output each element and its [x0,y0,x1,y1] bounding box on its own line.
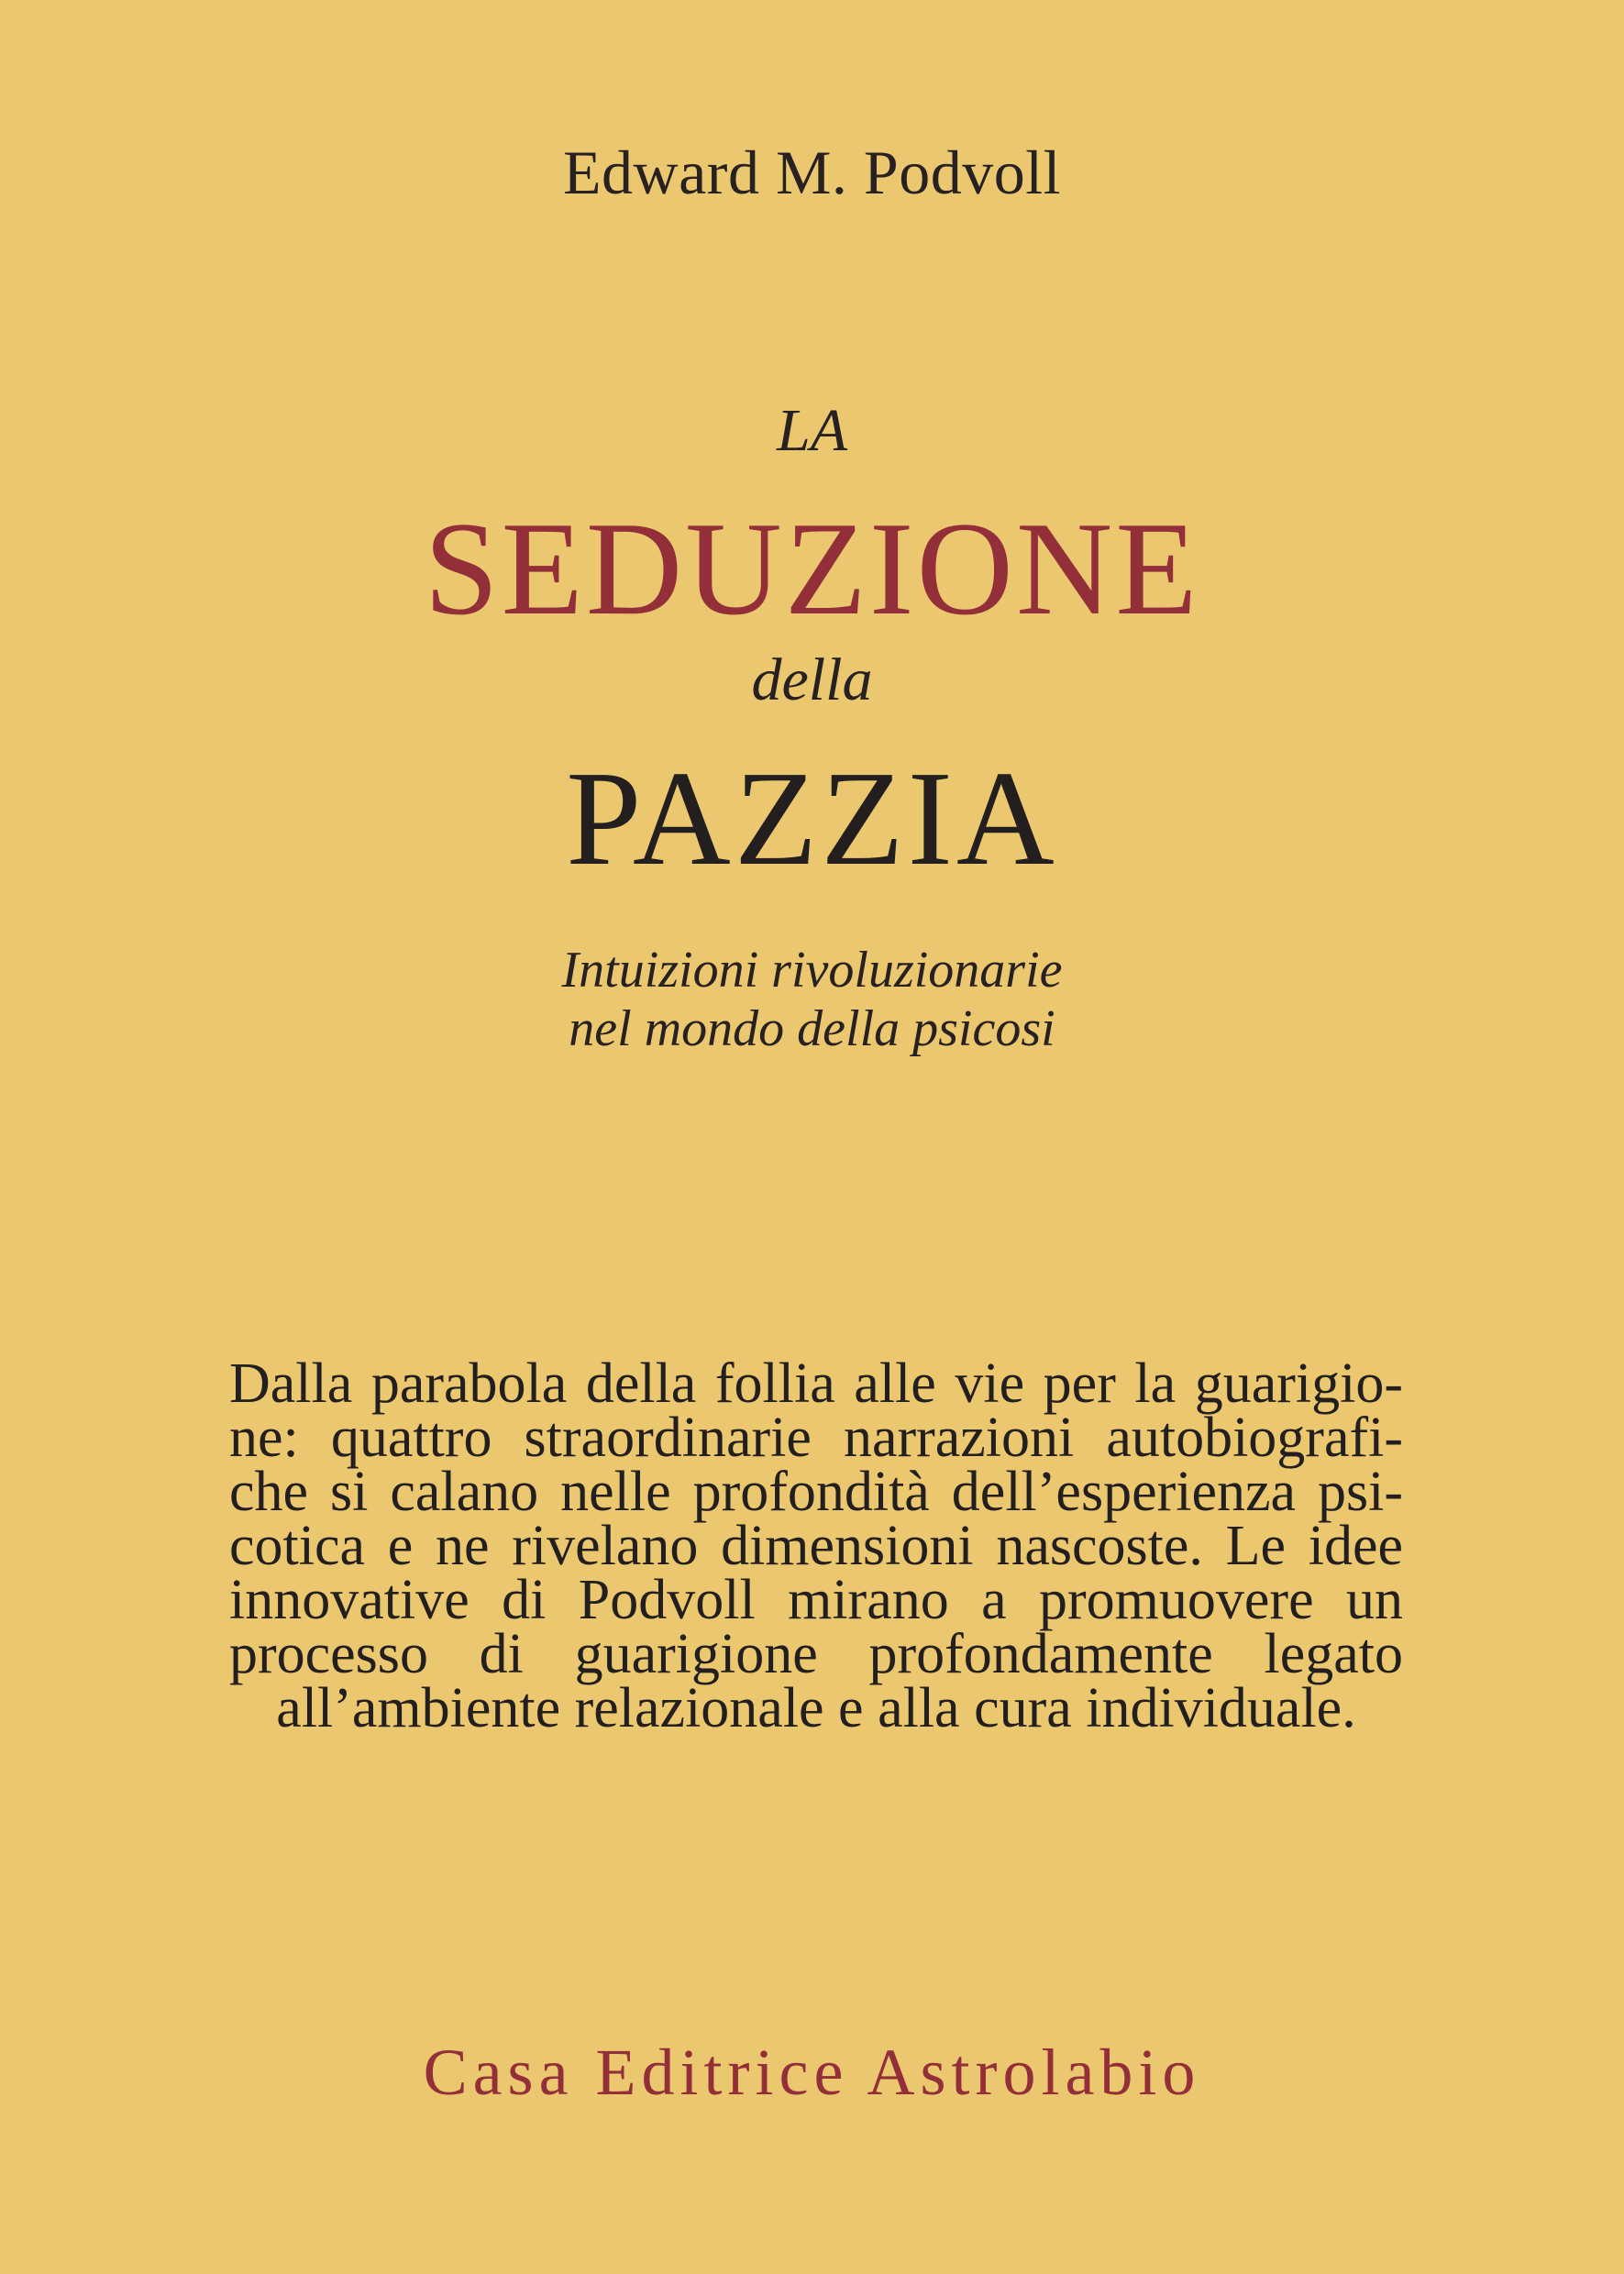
title-second: PAZZIA [566,744,1058,894]
author-name: Edward M. Podvoll [562,138,1062,207]
title-article: LA [776,397,848,464]
blurb-line: processo di guarigione profondamente legato [229,1623,1403,1685]
subtitle-line-2: nel mondo della psicosi [569,1000,1055,1057]
blurb-line: Dalla parabola della follia alle vie per la guarigio- [229,1352,1403,1415]
title-main: SEDUZIONE [424,494,1200,643]
blurb-line: ne: quattro straordinarie narrazioni autobiografi- [229,1407,1403,1469]
publisher-name: Casa Editrice Astrolabio [423,2036,1201,2109]
blurb-line: cotica e ne rivelano dimensioni nascoste. Le idee [229,1515,1403,1577]
subtitle-line-1: Intuizioni rivoluzionarie [561,942,1063,999]
blurb-line: innovative di Podvoll mirano a promuovere un [229,1569,1403,1631]
blurb-text [229,1352,1403,1739]
blurb-line: che si calano nelle profondità dell’esperienza psi- [229,1461,1403,1523]
subtitle [0,941,1624,1058]
title-connector: della [751,646,873,713]
blurb-line: all’ambiente relazionale e alla cura individuale. [276,1677,1356,1739]
